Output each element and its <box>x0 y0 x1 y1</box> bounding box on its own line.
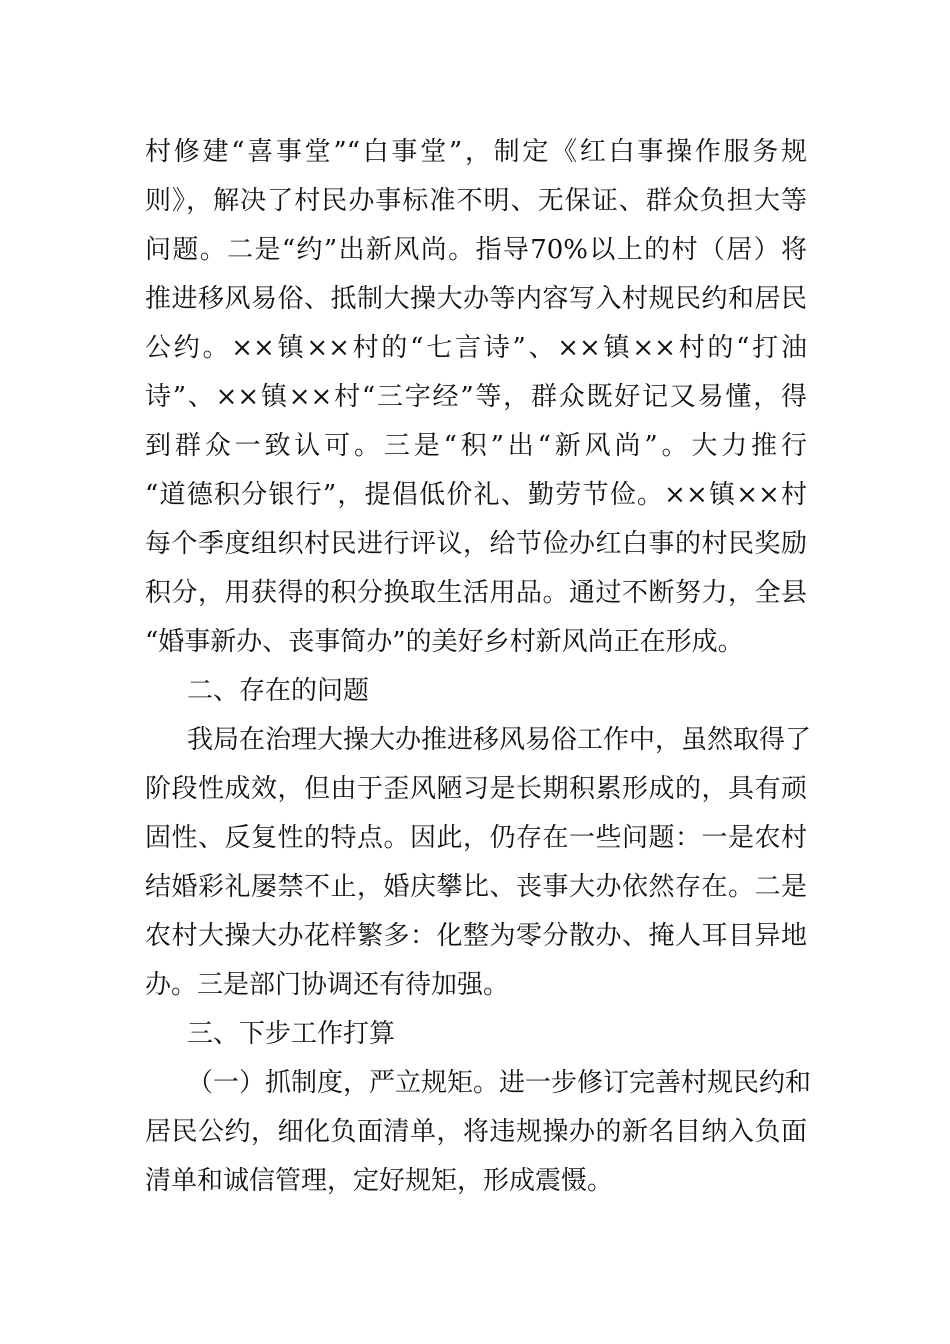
paragraph-line: 结婚彩礼屡禁不止，婚庆攀比、丧事大办依然存在。二是 <box>145 872 807 902</box>
paragraph-line: 办。三是部门协调还有待加强。 <box>145 970 510 1000</box>
paragraph-line: （一）抓制度，严立规矩。进一步修订完善村规民约和 <box>187 1068 812 1098</box>
paragraph-line: 公约。××镇××村的“七言诗”、××镇××村的“打油 <box>145 333 807 363</box>
paragraph-line: 清单和诚信管理，定好规矩，形成震慑。 <box>145 1166 614 1196</box>
paragraph-line: 每个季度组织村民进行评议，给节俭办红白事的村民奖励 <box>145 529 807 559</box>
paragraph-line: 固性、反复性的特点。因此，仍存在一些问题：一是农村 <box>145 823 807 853</box>
section-heading-problems: 二、存在的问题 <box>187 676 370 706</box>
paragraph-line: 推进移风易俗、抵制大操大办等内容写入村规民约和居民 <box>145 284 807 314</box>
paragraph-line: 问题。二是“约”出新风尚。指导70%以上的村（居）将 <box>145 235 807 265</box>
paragraph-line: 诗”、××镇××村“三字经”等，群众既好记又易懂，得 <box>145 382 807 412</box>
paragraph-line: “道德积分银行”，提倡低价礼、勤劳节俭。××镇××村 <box>145 480 807 510</box>
paragraph-line: 居民公约，细化负面清单，将违规操办的新名目纳入负面 <box>145 1117 807 1147</box>
paragraph-line: 到群众一致认可。三是“积”出“新风尚”。大力推行 <box>145 431 807 461</box>
paragraph-line: 村修建“喜事堂”“白事堂”，制定《红白事操作服务规 <box>145 137 807 167</box>
paragraph-line: 阶段性成效，但由于歪风陋习是长期积累形成的，具有顽 <box>145 774 807 804</box>
document-body <box>145 128 812 1206</box>
paragraph-line: “婚事新办、丧事简办”的美好乡村新风尚正在形成。 <box>145 627 744 657</box>
section-heading-next-steps: 三、下步工作打算 <box>187 1019 396 1049</box>
paragraph-line: 积分，用获得的积分换取生活用品。通过不断努力，全县 <box>145 578 807 608</box>
paragraph-line: 则》，解决了村民办事标准不明、无保证、群众负担大等 <box>145 186 807 216</box>
paragraph-line: 农村大操大办花样繁多：化整为零分散办、掩人耳目异地 <box>145 921 807 951</box>
paragraph-line: 我局在治理大操大办推进移风易俗工作中，虽然取得了 <box>187 725 812 755</box>
